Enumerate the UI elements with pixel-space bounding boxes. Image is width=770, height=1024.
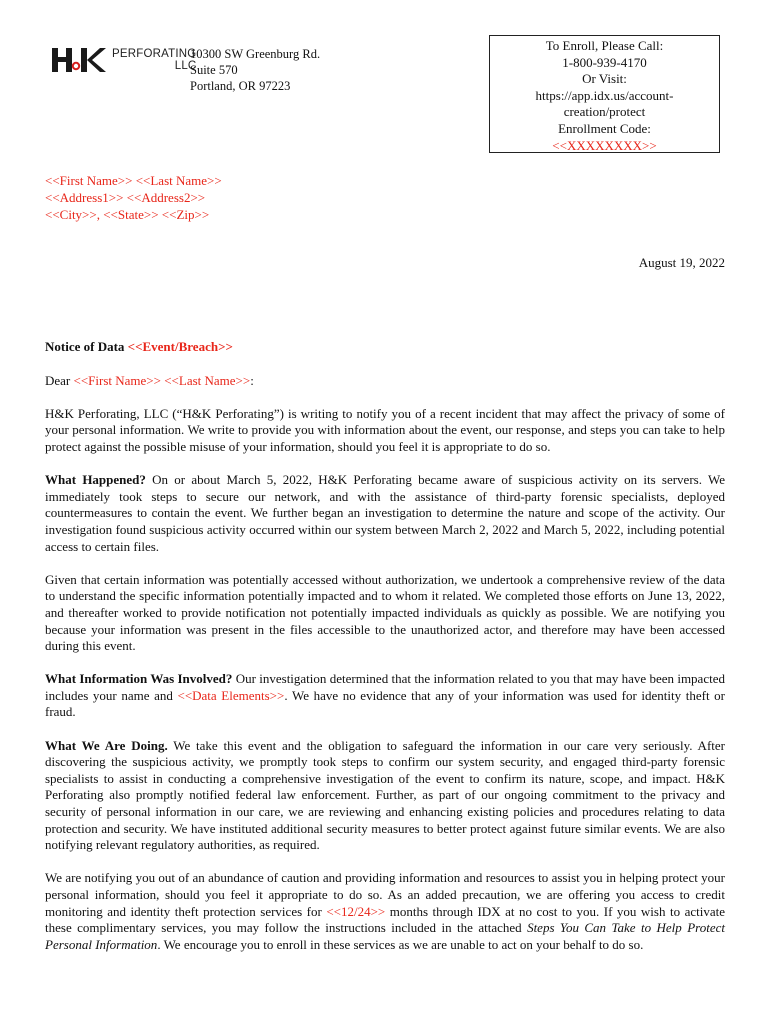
steps-document-title: Steps You Can Take to Help Protect Personal Information <box>45 920 725 952</box>
notice-prefix: Notice of Data <box>45 339 128 354</box>
info-involved-paragraph <box>45 671 725 721</box>
data-elements-placeholder: <<Data Elements>> <box>177 687 285 703</box>
logo-line-1: PERFORATING <box>112 48 197 60</box>
enroll-url-line-2[interactable]: creation/protect <box>563 104 646 120</box>
recipient-name: <<First Name>> <<Last Name>> <box>45 173 222 188</box>
salutation <box>45 373 725 390</box>
what-we-are-doing-text: We take this event and the obligation to safeguard the information in our care very seriously. After discovering the suspicious activity, we promptly took steps to confirm our system security, and engaged third-party forensic specialists to assist in conducting a comprehensive investigation of the event to confirm its nature, scope, and impact. H&K Perforating also promptly notified federal law enforcement. Further, as part of our ongoing commitment to the privacy and security of personal information in our care, we are reviewing and enhancing existing policies and procedures relating to data protection and security. We have instituted additional security measures to better protect against future similar events. We are also notifying relevant regulatory authorities, as required. <box>45 737 725 853</box>
salutation-name: <<First Name>> <<Last Name>> <box>73 372 251 388</box>
enroll-phone: 1-800-939-4170 <box>562 54 647 70</box>
notifying-text-2: months through IDX at no cost to you. If you wish to activate these complimentary services, you may follow the instructions included in the attached <box>45 903 725 936</box>
what-we-are-doing-paragraph <box>45 738 725 854</box>
months-placeholder: <<12/24>> <box>326 903 386 919</box>
info-involved-text-2: . We have no evidence that any of your information was used for identity theft or fraud. <box>45 687 725 720</box>
company-logo <box>52 44 197 76</box>
address-line-3: Portland, OR 97223 <box>190 79 291 93</box>
what-happened-heading: What Happened? <box>45 472 146 488</box>
enroll-url-line-1[interactable]: https://app.idx.us/account- <box>535 87 674 103</box>
enroll-code-label: Enrollment Code: <box>558 120 651 136</box>
salutation-suffix: : <box>250 372 254 388</box>
notice-placeholder: <<Event/Breach>> <box>127 339 233 354</box>
letter-body <box>45 339 725 970</box>
logo-line-2: LLC <box>174 60 197 72</box>
salutation-prefix: Dear <box>45 372 74 388</box>
sender-address <box>190 46 320 94</box>
intro-paragraph: H&K Perforating, LLC (“H&K Perforating”) is writing to notify you of a recent incident that may affect the privacy of some of your personal information. We write to provide you with information about the event, our response, and steps you can take to help protect against the possible misuse of your information, should you feel it is appropriate to do so. <box>45 405 725 454</box>
enrollment-box <box>489 35 720 153</box>
notice-title <box>45 339 725 356</box>
recipient-city-line: <<City>>, <<State>> <<Zip>> <box>45 207 210 222</box>
notifying-paragraph <box>45 870 725 953</box>
letter-date: August 19, 2022 <box>638 255 725 270</box>
address-line-2: Suite 570 <box>190 63 238 77</box>
review-paragraph: Given that certain information was potentially accessed without authorization, we undertook a comprehensive review of the data to understand the specific information potentially impacted and to whom it related. We completed those efforts on June 13, 2022, and thereafter worked to provide notification not potentially impacted individuals as quickly as possible. We are notifying you because your information was present in the files accessible to the unauthorized actor, and therefore may have been accessed during this event. <box>45 571 725 654</box>
notifying-text-1: We are notifying you out of an abundance of caution and providing information and resources to assist you in helping protect your personal information, should you feel it appropriate to do so. As an added precaution, we are offering you access to credit monitoring and identity theft protection services for <box>45 870 725 919</box>
enroll-visit-label: Or Visit: <box>582 71 627 87</box>
enroll-code-value: <<XXXXXXXX>> <box>552 137 657 153</box>
info-involved-text-1: Our investigation determined that the information related to you that may have been impacted includes your name and <box>45 671 725 703</box>
recipient-street: <<Address1>> <<Address2>> <box>45 190 206 205</box>
recipient-address <box>45 172 222 223</box>
what-happened-text: On or about March 5, 2022, H&K Perforating became aware of suspicious activity on its servers. We immediately took steps to secure our network, and with the assistance of third-party forensic specialists, deployed countermeasures to contain the event. We further began an investigation to determine the nature and scope of the activity. Our investigation found suspicious activity occurred within our system between March 2, 2022 and March 5, 2022, including potential access to certain files. <box>45 472 725 554</box>
enroll-call-label: To Enroll, Please Call: <box>545 38 664 53</box>
address-line-1: 10300 SW Greenburg Rd. <box>190 47 321 61</box>
what-we-are-doing-heading: What We Are Doing. <box>45 737 168 753</box>
hk-logo-icon <box>52 46 106 74</box>
what-happened-paragraph <box>45 472 725 555</box>
notifying-text-3: . We encourage you to enroll in these services as we are unable to act on your behalf to do so. <box>157 936 644 952</box>
info-involved-heading: What Information Was Involved? <box>45 671 233 687</box>
